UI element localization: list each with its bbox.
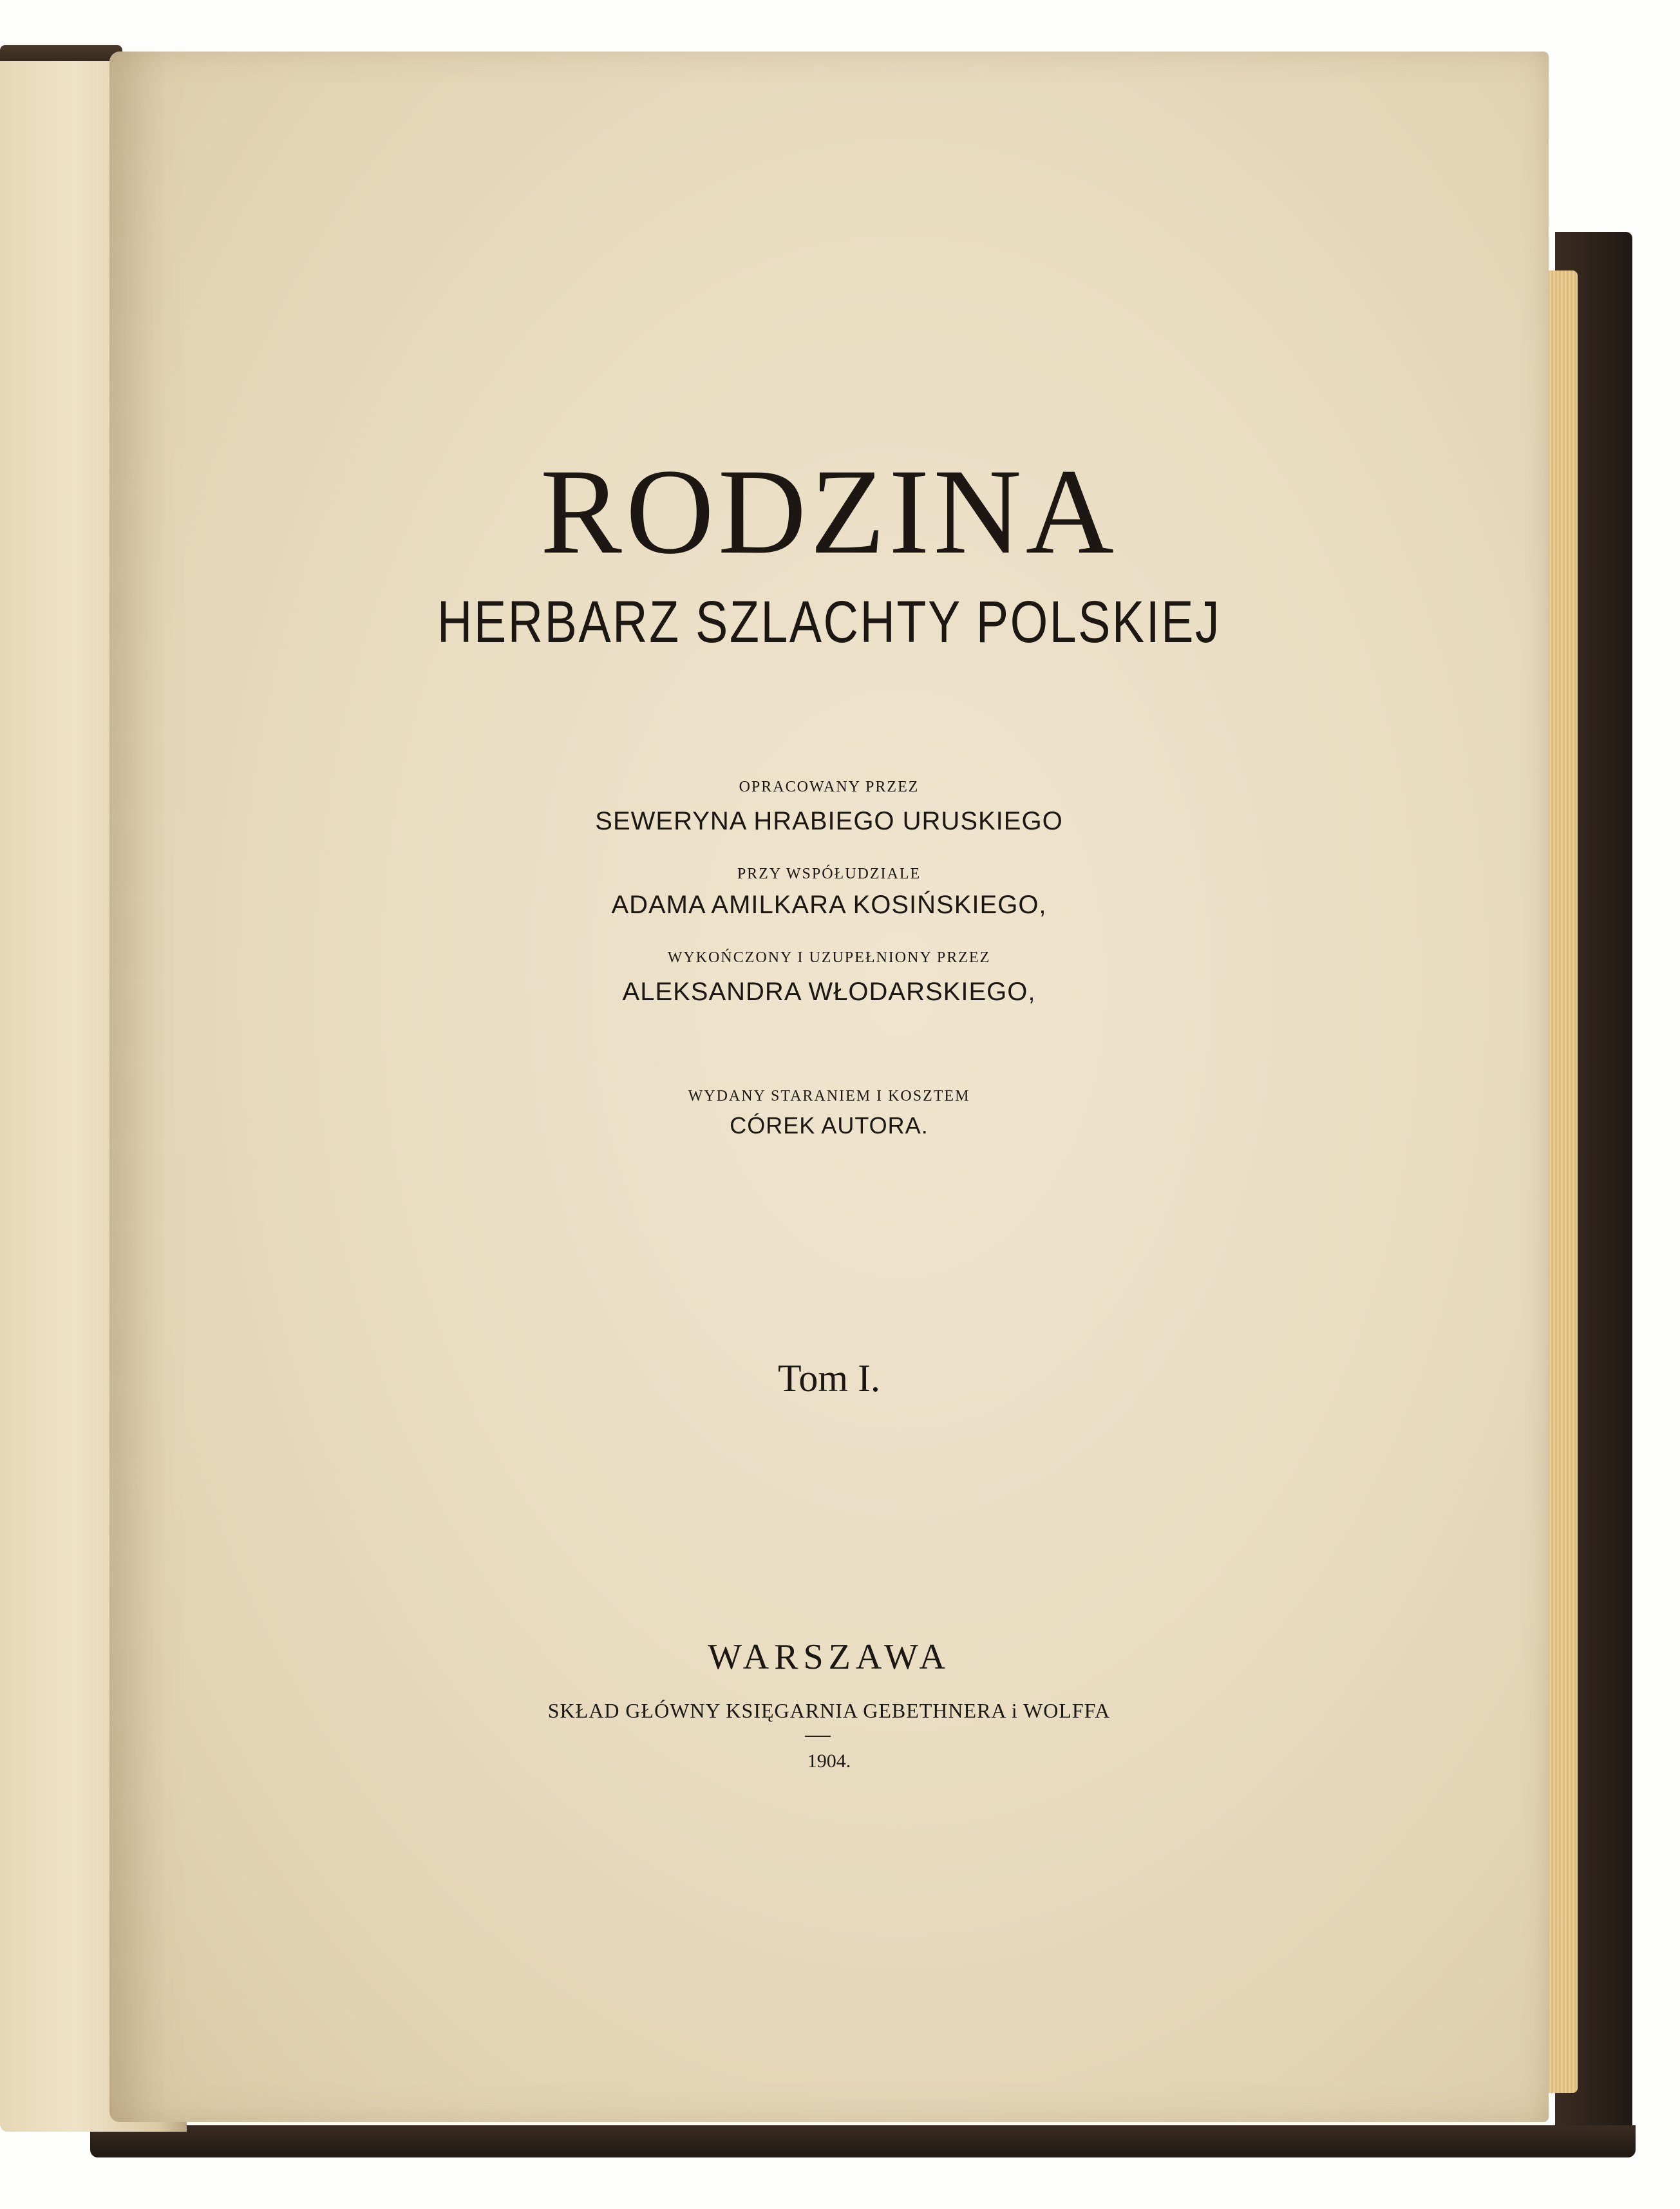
- credit-intro-2: PRZY WSPÓŁUDZIALE: [737, 866, 921, 882]
- imprint-year: 1904.: [807, 1750, 851, 1772]
- publication-intro: WYDANY STARANIEM I KOSZTEM: [688, 1088, 970, 1104]
- credit-intro-3: WYKOŃCZONY I UZUPEŁNIONY PRZEZ: [667, 949, 991, 966]
- credit-name-1: SEWERYNA HRABIEGO URUSKIEGO: [595, 807, 1063, 835]
- book-subtitle: HERBARZ SZLACHTY POLSKIEJ: [437, 589, 1222, 655]
- imprint-publisher: SKŁAD GŁÓWNY KSIĘGARNIA GEBETHNERA i WOLFFA: [547, 1699, 1111, 1722]
- book-cover-bottom: [90, 2125, 1636, 2157]
- credit-intro-1: OPRACOWANY PRZEZ: [739, 779, 920, 795]
- volume-label: Tom I.: [777, 1357, 881, 1399]
- book-title: RODZINA: [540, 444, 1118, 580]
- credit-name-2: ADAMA AMILKARA KOSIŃSKIEGO,: [611, 891, 1047, 919]
- publication-name: CÓREK AUTORA.: [730, 1112, 929, 1139]
- title-page: [109, 52, 1549, 2122]
- imprint-city: WARSZAWA: [708, 1637, 950, 1677]
- credit-name-3: ALEKSANDRA WŁODARSKIEGO,: [622, 978, 1036, 1006]
- imprint-divider: [805, 1736, 831, 1737]
